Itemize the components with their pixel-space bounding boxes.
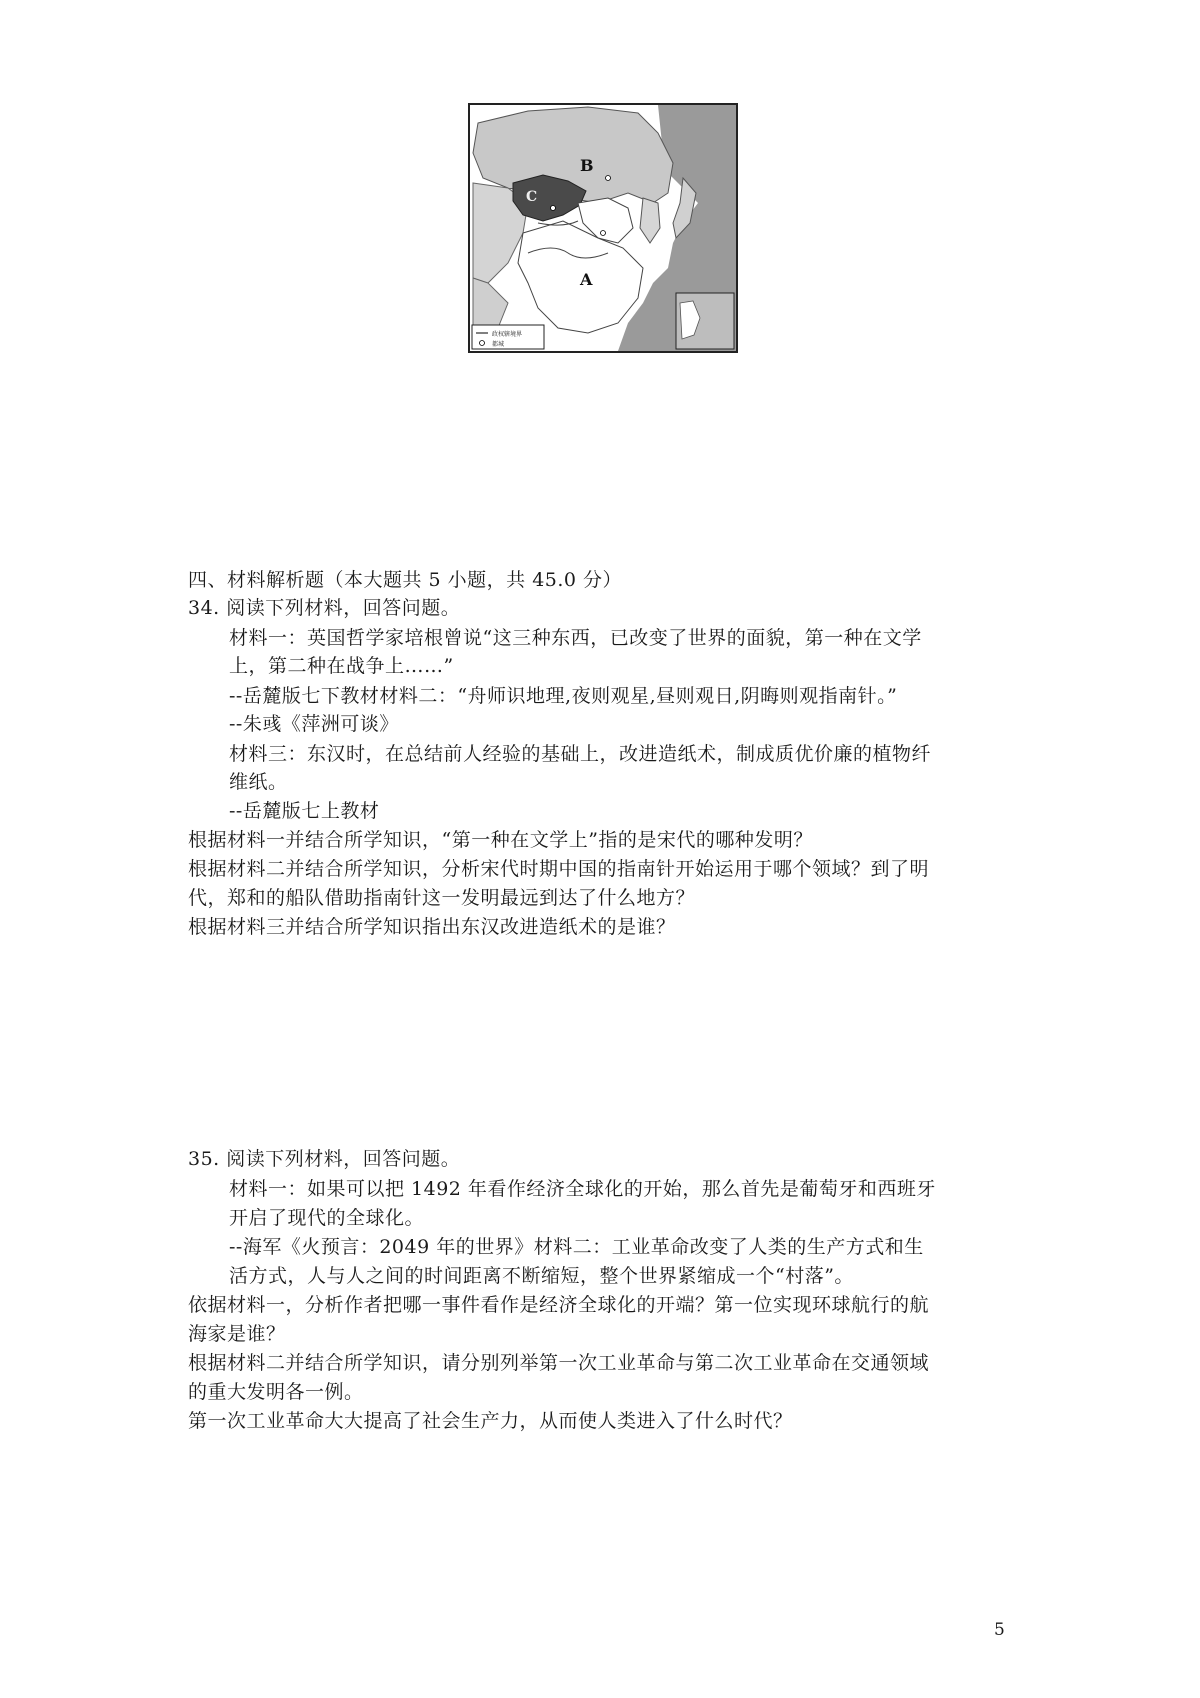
- q34-material-1-line-1: 材料一：英国哲学家培根曾说“这三种东西，已改变了世界的面貌，第一种在文学: [229, 627, 922, 649]
- q35-material-2-line-2: 活方式，人与人之间的时间距离不断缩短，整个世界紧缩成一个“村落”。: [229, 1265, 854, 1287]
- map-capital-marker: [601, 231, 606, 236]
- q35-material-1-source-material-2: --海军《火预言：2049 年的世界》材料二：工业革命改变了人类的生产方式和生: [229, 1236, 924, 1258]
- q35-question-1-line-2: 海家是谁？: [188, 1323, 286, 1345]
- q34-question-3: 根据材料三并结合所学知识指出东汉改进造纸术的是谁？: [188, 916, 676, 938]
- q34-material-3-line-2: 维纸。: [229, 771, 288, 793]
- q34-intro: 34. 阅读下列材料，回答问题。: [188, 597, 461, 619]
- q34-material-1-line-2: 上，第二种在战争上……”: [229, 655, 454, 677]
- q34-question-1: 根据材料一并结合所学知识，“第一种在文学上”指的是宋代的哪种发明？: [188, 829, 813, 851]
- section-heading: 四、材料解析题（本大题共 5 小题，共 45.0 分）: [188, 569, 623, 591]
- map-legend-border-label: 政权辖境界: [492, 331, 523, 338]
- q34-material-3-source: --岳麓版七上教材: [229, 800, 380, 822]
- q34-material-2: --岳麓版七下教材材料二：“舟师识地理,夜则观星,昼则观日,阴晦则观指南针。”: [229, 685, 898, 707]
- q35-question-2-line-2: 的重大发明各一例。: [188, 1381, 364, 1403]
- map-legend-capital-label: 都城: [492, 341, 505, 348]
- q34-question-2-line-2: 代，郑和的船队借助指南针这一发明最远到达了什么地方？: [188, 887, 696, 909]
- q34-material-2-source: --朱彧《萍洲可谈》: [229, 713, 399, 735]
- map-legend-capital-symbol: [480, 341, 485, 346]
- map-label-a: A: [580, 270, 593, 289]
- q35-intro: 35. 阅读下列材料，回答问题。: [188, 1148, 461, 1170]
- q35-material-1-line-1: 材料一：如果可以把 1492 年看作经济全球化的开始，那么首先是葡萄牙和西班牙: [229, 1178, 936, 1200]
- map-label-c: C: [526, 189, 538, 205]
- map-label-b: B: [580, 156, 594, 175]
- page-number: 5: [994, 1620, 1005, 1640]
- historical-map: [468, 103, 738, 353]
- q35-question-3: 第一次工业革命大大提高了社会生产力，从而使人类进入了什么时代？: [188, 1410, 793, 1432]
- q35-material-1-line-2: 开启了现代的全球化。: [229, 1207, 425, 1229]
- map-capital-marker: [551, 206, 556, 211]
- map-capital-marker: [606, 176, 611, 181]
- q35-question-1-line-1: 依据材料一，分析作者把哪一事件看作是经济全球化的开端？第一位实现环球航行的航: [188, 1294, 930, 1316]
- q34-question-2-line-1: 根据材料二并结合所学知识，分析宋代时期中国的指南针开始运用于哪个领域？到了明: [188, 858, 930, 880]
- q35-question-2-line-1: 根据材料二并结合所学知识，请分别列举第一次工业革命与第二次工业革命在交通领域: [188, 1352, 930, 1374]
- q34-material-3-line-1: 材料三：东汉时，在总结前人经验的基础上，改进造纸术，制成质优价廉的植物纤: [229, 743, 932, 765]
